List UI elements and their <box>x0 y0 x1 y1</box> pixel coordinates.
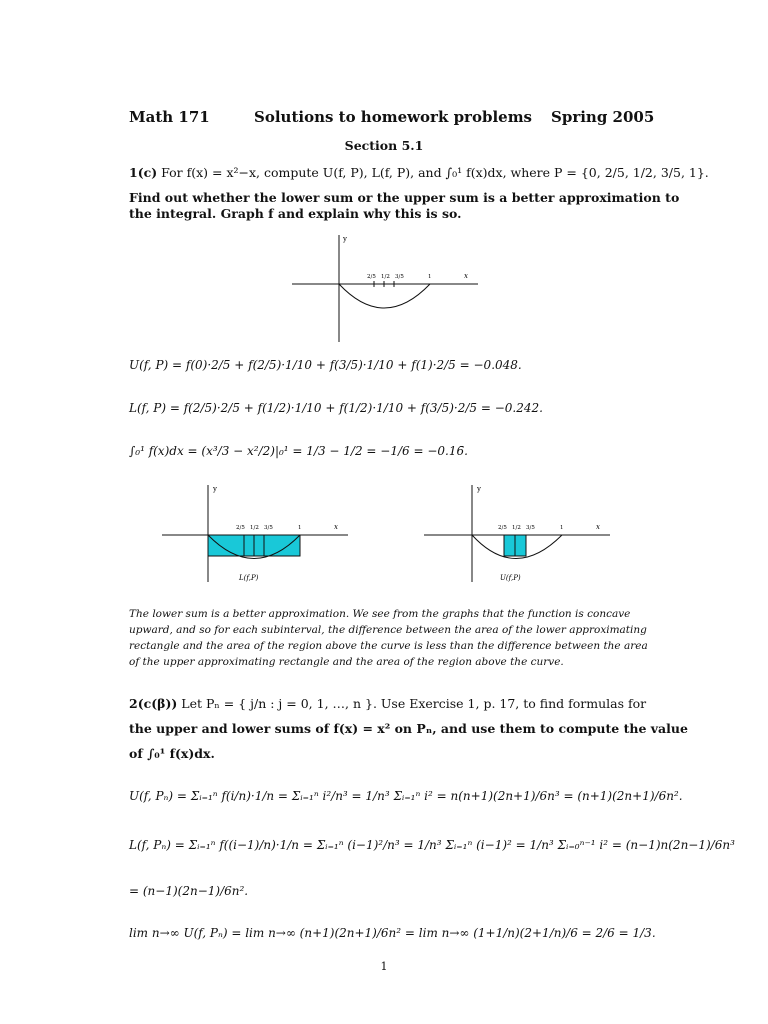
tick-label-3-5: 3/5 <box>395 274 404 280</box>
equation-upper-sum: U(f, P) = f(0)·2/5 + f(2/5)·1/10 + f(3/5)·1/10 + f(1)·2/5 = −0.048. <box>129 358 522 372</box>
problem-1-label: 1(c) <box>129 165 158 180</box>
curve-f <box>339 284 430 308</box>
tick-label-1-2: 1/2 <box>512 525 521 531</box>
graph-upper-sum <box>422 482 612 587</box>
problem-1-line2: Find out whether the lower sum or the upper sum is a better approximation to <box>129 190 680 205</box>
section-title: Section 5.1 <box>344 138 424 153</box>
equation-lower-sum-pn: L(f, Pₙ) = Σᵢ₌₁ⁿ f((i−1)/n)·1/n = Σᵢ₌₁ⁿ (i−1)²/n³ = 1/n³ Σᵢ₌₁ⁿ (i−1)² = 1/n³ Σᵢ₌₀ⁿ⁻¹ i² = (n−1)n(2n−1)/6n³ <box>129 838 735 852</box>
explanation-line: of the upper approximating rectangle and the area of the region above the curve. <box>129 656 564 668</box>
graph-lower-sum <box>160 482 350 587</box>
explanation-paragraph <box>129 606 649 670</box>
caption-lower-sum: L(f,P) <box>239 574 259 582</box>
x-axis-label: x <box>334 523 338 531</box>
problem-1-line3: the integral. Graph f and explain why this is so. <box>129 206 462 221</box>
tick-label-3-5: 3/5 <box>264 525 273 531</box>
tick-label-1: 1 <box>298 525 302 531</box>
x-axis-label: x <box>464 272 468 280</box>
y-axis-label: y <box>343 235 347 243</box>
y-axis-label: y <box>213 485 217 493</box>
tick-label-1: 1 <box>428 274 432 280</box>
term: Spring 2005 <box>551 108 655 126</box>
document-title: Solutions to homework problems <box>254 108 533 126</box>
graph-f <box>290 230 480 345</box>
caption-upper-sum: U(f,P) <box>500 574 521 582</box>
course-name: Math 171 <box>129 108 210 126</box>
page-number: 1 <box>380 960 388 973</box>
tick-label-2-5: 2/5 <box>367 274 376 280</box>
equation-upper-sum-pn: U(f, Pₙ) = Σᵢ₌₁ⁿ f(i/n)·1/n = Σᵢ₌₁ⁿ i²/n³ = 1/n³ Σᵢ₌₁ⁿ i² = n(n+1)(2n+1)/6n³ = (n+1)(2n+1)/6n². <box>129 789 683 803</box>
problem-2-line2: the upper and lower sums of f(x) = x² on Pₙ, and use them to compute the value <box>129 721 688 736</box>
x-axis-label: x <box>596 523 600 531</box>
tick-label-1-2: 1/2 <box>250 525 259 531</box>
problem-1-line1: For f(x) = x²−x, compute U(f, P), L(f, P), and ∫₀¹ f(x)dx, where P = {0, 2/5, 1/2, 3/5, 1}. <box>161 165 709 180</box>
tick-label-1-2: 1/2 <box>381 274 390 280</box>
explanation-line: The lower sum is a better approximation. We see from the graphs that the function is concave <box>129 608 631 620</box>
equation-integral: ∫₀¹ f(x)dx = (x³/3 − x²/2)|₀¹ = 1/3 − 1/2 = −1/6 = −0.16̄. <box>129 444 468 458</box>
equation-limit: lim n→∞ U(f, Pₙ) = lim n→∞ (n+1)(2n+1)/6n² = lim n→∞ (1+1/n)(2+1/n)/6 = 2/6 = 1/3. <box>129 926 656 940</box>
problem-1-statement-line1 <box>129 165 709 180</box>
problem-2-label: 2(c(β)) <box>129 696 178 711</box>
problem-2-line3: of ∫₀¹ f(x)dx. <box>129 746 215 761</box>
equation-lower-sum: L(f, P) = f(2/5)·2/5 + f(1/2)·1/10 + f(1/2)·1/10 + f(3/5)·2/5 = −0.242. <box>129 401 543 415</box>
tick-label-3-5: 3/5 <box>526 525 535 531</box>
equation-lower-sum-pn-cont: = (n−1)(2n−1)/6n². <box>129 884 249 898</box>
y-axis-label: y <box>477 485 481 493</box>
tick-label-1: 1 <box>560 525 564 531</box>
explanation-line: rectangle and the area of the region above the curve is less than the difference between the area <box>129 640 648 652</box>
problem-2-line1: Let Pₙ = { j/n : j = 0, 1, …, n }. Use Exercise 1, p. 17, to find formulas for <box>181 696 647 711</box>
problem-2-statement-line1 <box>129 696 649 711</box>
tick-label-2-5: 2/5 <box>236 525 245 531</box>
tick-label-2-5: 2/5 <box>498 525 507 531</box>
explanation-line: upward, and so for each subinterval, the difference between the area of the lower approximating <box>129 624 647 636</box>
